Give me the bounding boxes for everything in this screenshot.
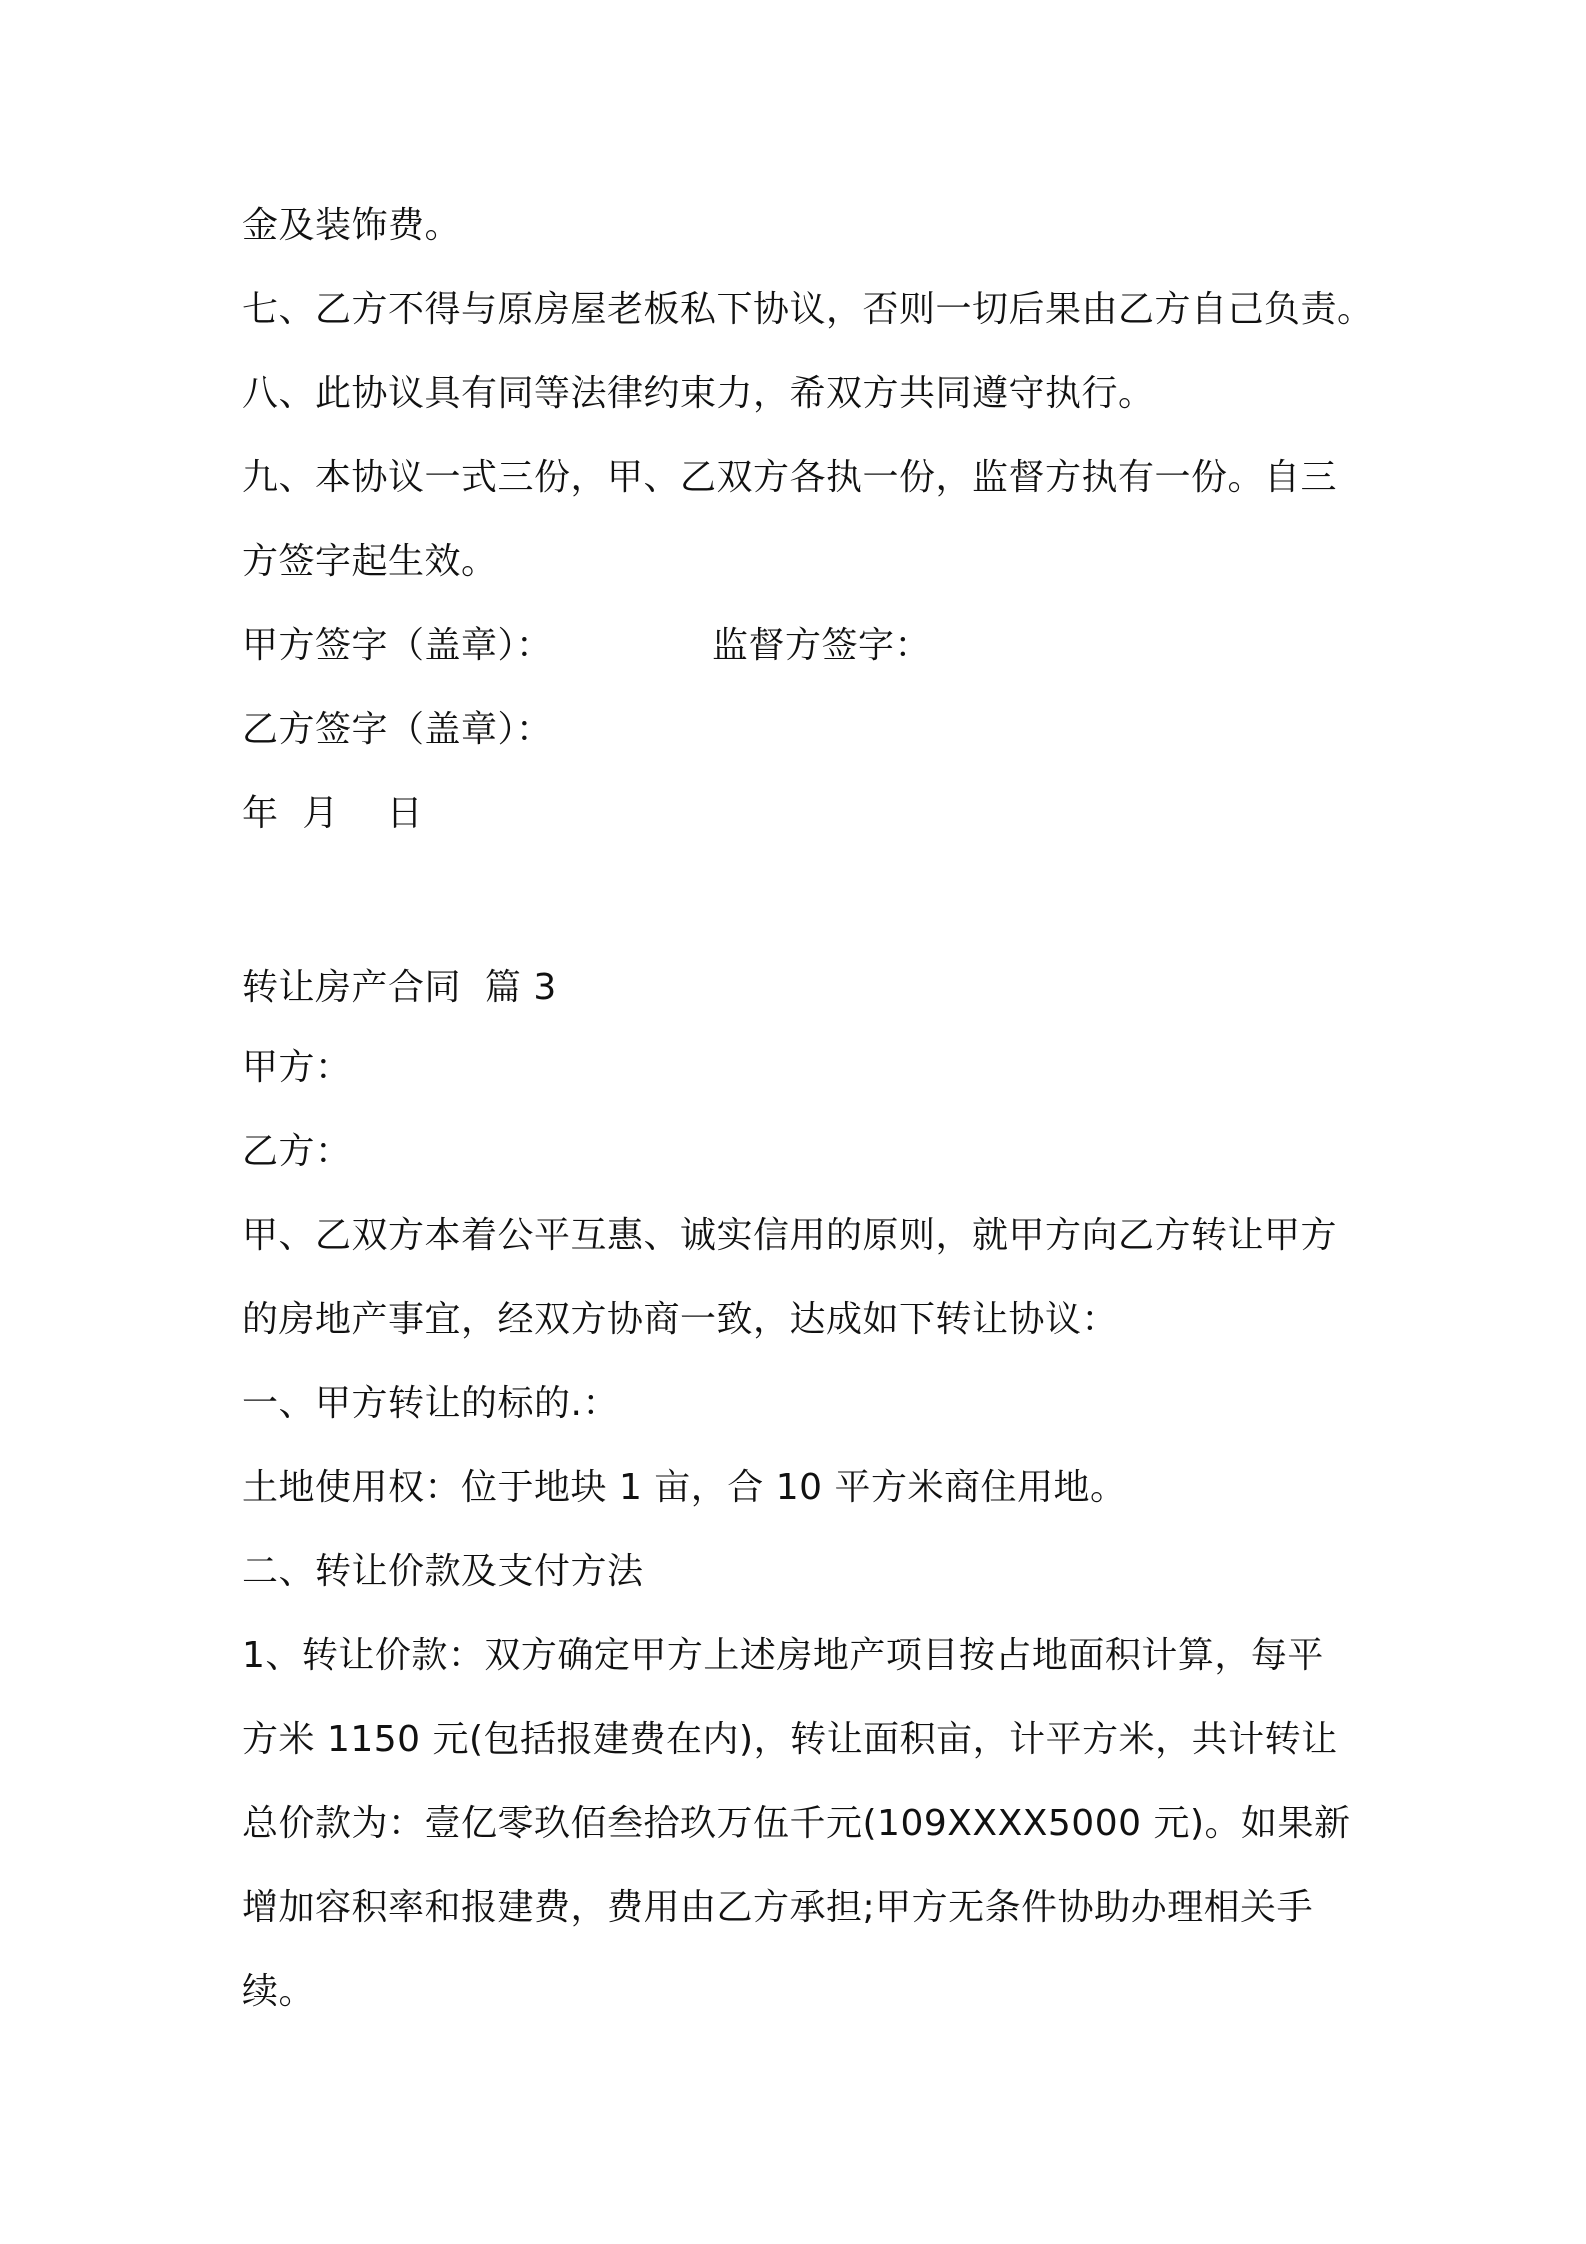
text-line: 增加容积率和报建费，费用由乙方承担;甲方无条件协助办理相关手 [242, 1887, 1314, 1928]
supervisor-signature-label: 监督方签字： [712, 625, 932, 666]
text-line: 八、此协议具有同等法律约束力，希双方共同遵守执行。 [242, 373, 1155, 414]
text-line: 总价款为：壹亿零玖佰叁拾玖万伍千元(109XXXX5000 元)。如果新 [242, 1803, 1351, 1844]
text-line: 甲、乙双方本着公平互惠、诚实信用的原则，就甲方向乙方转让甲方 [242, 1215, 1338, 1256]
text-line: 七、乙方不得与原房屋老板私下协议，否则一切后果由乙方自己负责。 [242, 289, 1374, 330]
party-b-signature-label: 乙方签字（盖章）： [242, 709, 553, 750]
party-a-signature-label: 甲方签字（盖章）： [242, 625, 553, 666]
text-line: 的房地产事宜，经双方协商一致，达成如下转让协议： [242, 1299, 1119, 1340]
party-b-label: 乙方： [242, 1131, 352, 1172]
text-line: 九、本协议一式三份，甲、乙双方各执一份，监督方执有一份。自三 [242, 457, 1338, 498]
text-line: 方米 1150 元(包括报建费在内)，转让面积亩，计平方米，共计转让 [242, 1719, 1338, 1760]
text-line: 1、转让价款：双方确定甲方上述房地产项目按占地面积计算，每平 [242, 1635, 1324, 1676]
section-title: 转让房产合同 篇 3 [242, 967, 557, 1008]
date-line: 年 月 日 [242, 793, 424, 834]
text-line: 金及装饰费。 [242, 205, 462, 246]
text-line: 方签字起生效。 [242, 541, 498, 582]
text-line: 土地使用权：位于地块 1 亩，合 10 平方米商住用地。 [242, 1467, 1127, 1508]
text-line: 续。 [242, 1971, 316, 2012]
party-a-label: 甲方： [242, 1047, 352, 1088]
clause-heading: 一、甲方转让的标的.： [242, 1383, 619, 1424]
clause-heading: 二、转让价款及支付方法 [242, 1551, 644, 1592]
